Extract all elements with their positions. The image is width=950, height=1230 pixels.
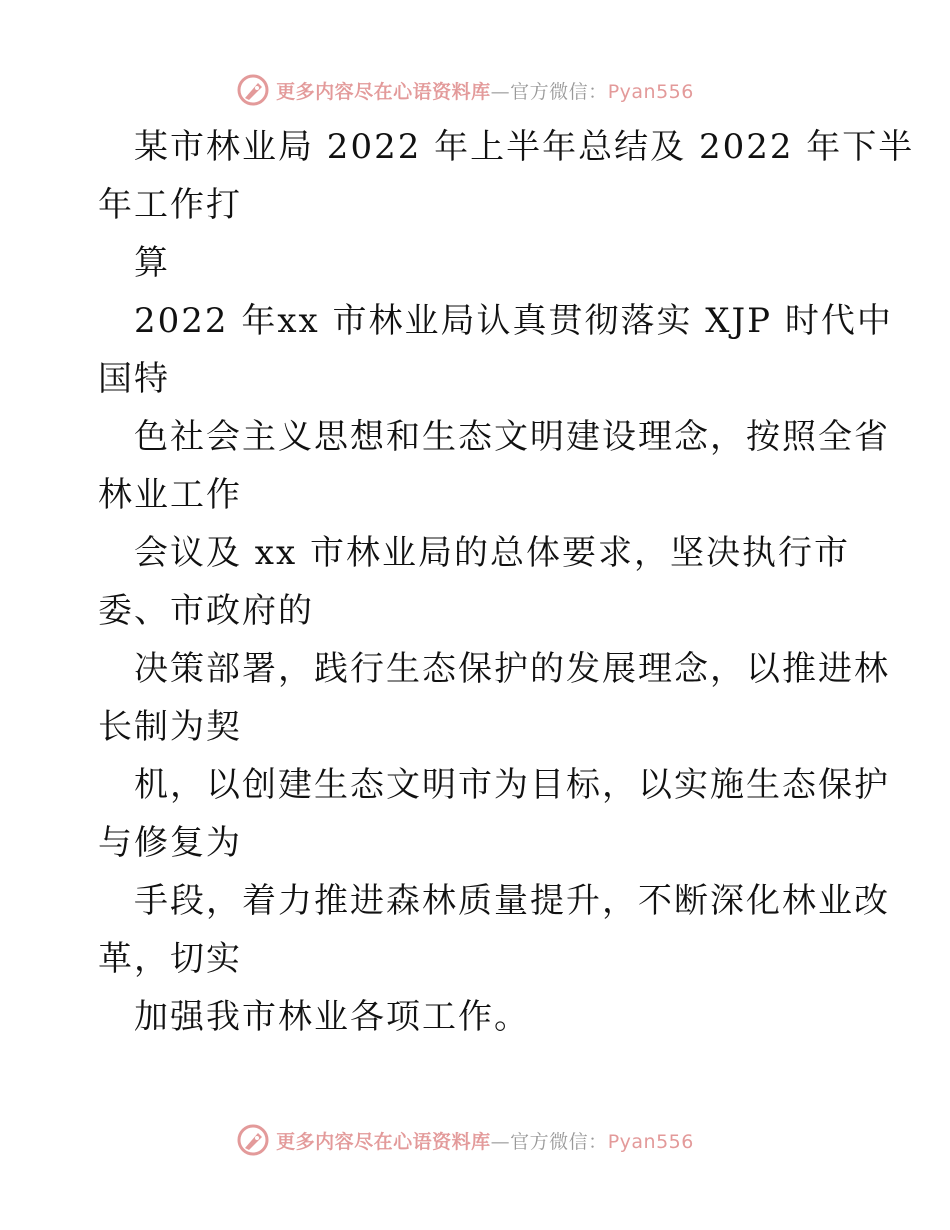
- paragraph-line: 某市林业局 2022 年上半年总结及 2022 年下半: [134, 127, 915, 167]
- paragraph-line: 算: [134, 243, 170, 283]
- paragraph-line: 加强我市林业各项工作。: [134, 997, 530, 1037]
- paragraph-line: 2022 年xx 市林业局认真贯彻落实 XJP 时代中: [134, 301, 893, 341]
- pen-nib-logo-icon: [236, 73, 270, 107]
- paragraph-line: 长制为契: [98, 707, 242, 747]
- watermark-main-text: 更多内容尽在心语资料库: [276, 80, 491, 103]
- watermark-label: 官方微信：: [510, 1130, 608, 1153]
- paragraph-line: 年工作打: [98, 185, 242, 225]
- paragraph-line: 与修复为: [98, 823, 242, 863]
- pen-nib-logo-icon: [236, 1123, 270, 1157]
- watermark-main-text: 更多内容尽在心语资料库: [276, 1130, 491, 1153]
- watermark-wechat-id: Pyan556: [607, 80, 694, 103]
- paragraph-line: 委、市政府的: [98, 591, 314, 631]
- watermark-separator: —: [490, 80, 511, 103]
- header-watermark: [0, 70, 950, 110]
- paragraph-line: 国特: [98, 359, 170, 399]
- paragraph-line: 手段，着力推进森林质量提升，不断深化林业改: [134, 881, 890, 921]
- watermark-label: 官方微信：: [510, 80, 608, 103]
- footer-watermark: [0, 1120, 950, 1160]
- watermark-wechat-id: Pyan556: [607, 1130, 694, 1153]
- paragraph-line: 革，切实: [98, 939, 242, 979]
- paragraph-line: 林业工作: [98, 475, 242, 515]
- paragraph-line: 机，以创建生态文明市为目标，以实施生态保护: [134, 765, 890, 805]
- paragraph-line: 色社会主义思想和生态文明建设理念，按照全省: [134, 417, 890, 457]
- watermark-separator: —: [490, 1130, 511, 1153]
- paragraph-line: 会议及 xx 市林业局的总体要求，坚决执行市: [134, 533, 850, 573]
- watermark-text: [276, 77, 694, 104]
- paragraph-line: 决策部署，践行生态保护的发展理念，以推进林: [134, 649, 890, 689]
- watermark-text: [276, 1127, 694, 1154]
